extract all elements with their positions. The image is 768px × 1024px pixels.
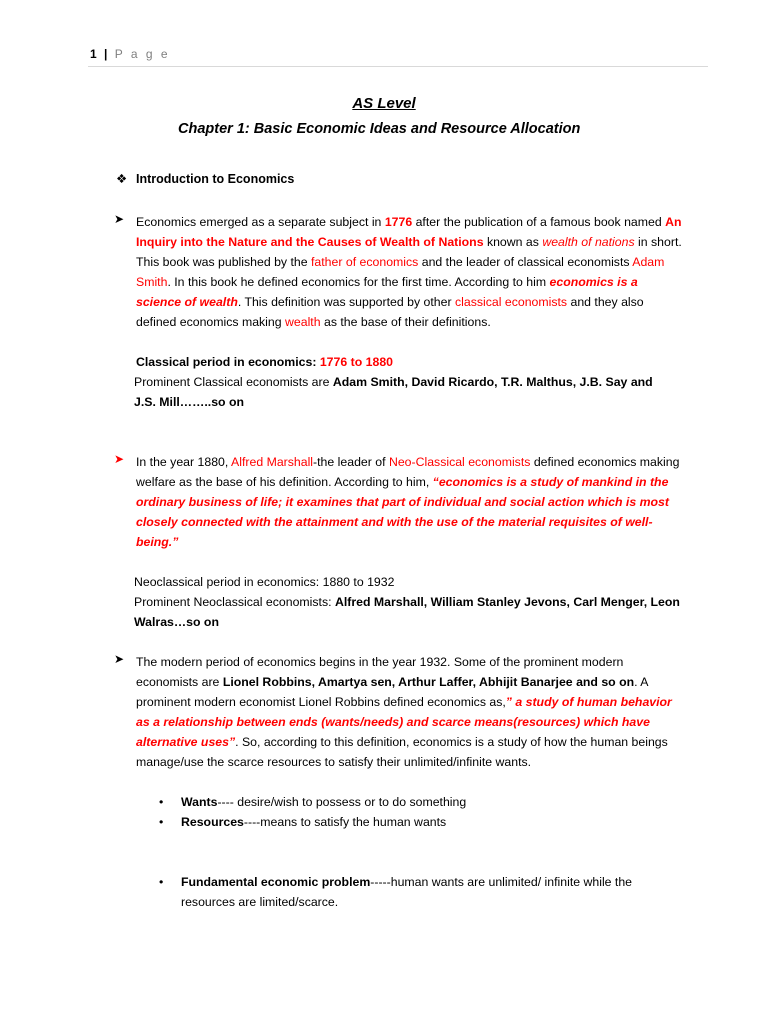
page-word: P a g e: [114, 47, 171, 61]
text: defined economics making welfare as the base of his definition. According to him,: [136, 455, 680, 489]
text: . A prominent modern economist Lionel Robbins defined economics as,: [136, 675, 648, 709]
section-heading: [116, 171, 294, 186]
arrow-bullet-icon: ➤: [114, 452, 125, 466]
text: Prominent Neoclassical economists:: [134, 595, 335, 609]
marshall-definition: “economics is a study of mankind in the ordinary business of life; it examines that part of individual and social action which is most closely connected with the attainment and with the use of the material requisites of well-being.”: [136, 475, 669, 549]
highlight-year: 1776: [384, 215, 413, 229]
arrow-bullet-icon: ➤: [114, 652, 125, 666]
text: as the base of their definitions.: [320, 315, 491, 329]
neoclassical-economists-cont: Walras…so on: [134, 615, 219, 629]
text: and they also defined economics making: [136, 295, 644, 329]
text: and the leader of classical economists: [418, 255, 633, 269]
chapter-title: [178, 121, 580, 137]
list-item: [159, 812, 466, 832]
neoclassical-economists: [134, 592, 680, 612]
term: Resources: [181, 815, 244, 829]
text: after the publication of a famous book named: [412, 215, 666, 229]
page-header: [90, 47, 170, 61]
neoclassical-period: [134, 572, 394, 592]
highlight-wealth: wealth: [285, 315, 321, 329]
text: in short. This book was published by the: [136, 235, 682, 269]
highlight-book-title: An Inquiry into the Nature and the Causes of Wealth of Nations: [136, 215, 682, 249]
chapter-name: : Basic Economic Ideas and Resource Allocation: [244, 121, 581, 137]
modern-economists: Lionel Robbins, Amartya sen, Arthur Laffer, Abhijit Banarjee and so on: [222, 675, 635, 689]
term: Wants: [181, 795, 218, 809]
classical-years: 1776 to 1880: [319, 355, 393, 369]
term-definition: -----human wants are unlimited/ infinite while the resources are limited/scarce.: [181, 875, 633, 909]
paragraph-marshall: [136, 452, 686, 552]
diamond-bullet-icon: ❖: [116, 172, 128, 186]
highlight-adam-smith: Adam Smith: [136, 255, 665, 289]
term-definition: ----means to satisfy the human wants: [243, 815, 447, 829]
highlight-marshall: Alfred Marshall: [231, 455, 314, 469]
highlight-neoclassical: Neo-Classical economists: [388, 455, 531, 469]
classical-economists-cont: J.S. Mill……..so on: [134, 395, 244, 409]
text: . This definition was supported by other: [237, 295, 455, 309]
classical-names: Adam Smith, David Ricardo, T.R. Malthus, J.B. Say and: [332, 375, 653, 389]
bullet-icon: •: [159, 815, 164, 829]
neoclassical-years: 1880 to 1932: [322, 575, 395, 589]
definitions-list: [159, 792, 466, 832]
text: Economics emerged as a separate subject in: [136, 215, 385, 229]
text: The modern period of economics begins in the year 1932. Some of the prominent modern economists are: [136, 655, 624, 689]
highlight-father: father of economics: [311, 255, 419, 269]
section-heading-label: Introduction to Economics: [136, 172, 295, 186]
bullet-icon: •: [159, 795, 164, 809]
page-separator: |: [104, 47, 108, 61]
text: Prominent Classical economists are: [134, 375, 333, 389]
classical-label: Classical period in economics:: [136, 355, 320, 369]
text: known as: [483, 235, 543, 249]
robbins-definition: ” a study of human behavior as a relationship between ends (wants/needs) and scarce means(resources) which have alternative uses”: [136, 695, 672, 749]
list-item: [159, 872, 679, 912]
text: . So, according to this definition, economics is a study of how the human beings manage/use the scarce resources to satisfy their unlimited/infinite wants.: [136, 735, 668, 769]
classical-period: [136, 352, 393, 372]
fundamental-problem-list: [159, 872, 679, 912]
neoclassical-names: Alfred Marshall, William Stanley Jevons, Carl Menger, Leon: [334, 595, 680, 609]
list-item: [159, 792, 466, 812]
chapter-label: Chapter 1: [178, 121, 245, 137]
header-divider: [88, 66, 708, 67]
text: . In this book he defined economics for the first time. According to him: [167, 275, 550, 289]
text: -the leader of: [313, 455, 389, 469]
level-title: AS Level: [352, 95, 416, 112]
paragraph-origin: [136, 212, 686, 332]
highlight-classical: classical economists: [454, 295, 568, 309]
text: In the year 1880,: [136, 455, 232, 469]
highlight-short-title: wealth of nations: [542, 235, 635, 249]
neoclassical-label: Neoclassical period in economics:: [134, 575, 323, 589]
term: Fundamental economic problem: [181, 875, 371, 889]
page-number: 1: [90, 47, 98, 61]
classical-economists: [134, 372, 653, 392]
arrow-bullet-icon: ➤: [114, 212, 125, 226]
paragraph-modern: [136, 652, 686, 772]
highlight-definition: economics is a science of wealth: [136, 275, 638, 309]
bullet-icon: •: [159, 875, 164, 889]
term-definition: ---- desire/wish to possess or to do something: [217, 795, 467, 809]
